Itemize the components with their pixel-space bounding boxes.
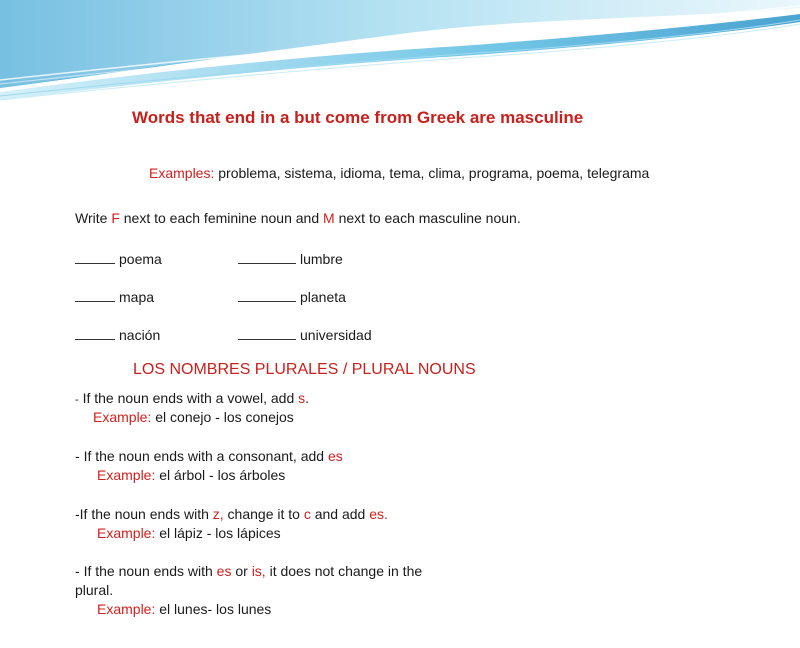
exercise-word: planeta <box>300 289 346 305</box>
examples-words: problema, sistema, idioma, tema, clima, programa, poema, telegrama <box>218 165 650 181</box>
rule-line <box>75 563 422 580</box>
exercise-item <box>75 327 160 344</box>
rule-text: change it to <box>227 506 300 522</box>
rule-highlight: es <box>216 563 232 579</box>
exercise-item <box>238 327 372 344</box>
exercise-word: poema <box>119 251 162 267</box>
example-text: el conejo - los conejos <box>155 409 294 425</box>
examples-label: Examples: <box>149 165 215 181</box>
instruction-line <box>75 210 521 227</box>
rule-highlight: es. <box>369 506 388 522</box>
exercise-item <box>238 289 346 306</box>
decorative-wave-banner <box>0 0 800 110</box>
rule-text: If the noun ends with <box>79 506 209 522</box>
instruction-m-letter: M <box>323 210 335 226</box>
example-text: el lunes- los lunes <box>159 601 272 617</box>
page-title: Words that end in a but come from Greek are masculine <box>132 108 584 127</box>
rule-highlight: z, <box>212 506 224 522</box>
answer-blank[interactable] <box>238 327 296 340</box>
rule-line <box>75 448 343 465</box>
rule-dash: - <box>75 394 79 406</box>
answer-blank[interactable] <box>75 251 115 264</box>
rule-highlight: c <box>303 506 311 522</box>
rule-text: If the noun ends with a consonant, add <box>83 448 325 464</box>
answer-blank[interactable] <box>238 289 296 302</box>
rule-dash: - <box>75 506 80 522</box>
instruction-part1: Write <box>75 210 108 226</box>
instruction-part3: next to each masculine noun. <box>338 210 521 226</box>
answer-blank[interactable] <box>238 251 296 264</box>
exercise-item <box>75 251 162 268</box>
answer-blank[interactable] <box>75 289 115 302</box>
example-label: Example: <box>97 467 156 483</box>
answer-blank[interactable] <box>75 327 115 340</box>
rule-highlight: es <box>327 448 343 464</box>
examples-line <box>149 165 649 182</box>
exercise-word: lumbre <box>300 251 343 267</box>
exercise-item <box>75 289 154 306</box>
rule-example <box>97 525 281 542</box>
example-text: el lápiz - los lápices <box>159 525 281 541</box>
rule-text: it does not change in the <box>269 563 423 579</box>
rule-line <box>75 506 388 523</box>
rule-dash: - <box>75 563 80 579</box>
example-label: Example: <box>97 525 156 541</box>
rule-example <box>97 467 285 484</box>
rule-example <box>97 601 271 618</box>
exercise-word: nación <box>119 327 161 343</box>
example-label: Example: <box>97 601 156 617</box>
rule-highlight: is, <box>251 563 266 579</box>
rule-example <box>93 409 294 426</box>
section-title: LOS NOMBRES PLURALES / PLURAL NOUNS <box>133 361 476 378</box>
rule-text: If the noun ends with a vowel, add <box>82 390 295 406</box>
rule-text: or <box>235 563 248 579</box>
exercise-word: universidad <box>300 327 372 343</box>
exercise-item <box>238 251 343 268</box>
example-text: el árbol - los árboles <box>159 467 286 483</box>
rule-line <box>75 390 309 409</box>
exercise-word: mapa <box>119 289 155 305</box>
example-label: Example: <box>93 409 152 425</box>
instruction-part2: next to each feminine noun and <box>123 210 320 226</box>
rule-text: . <box>305 390 310 406</box>
rule-text: and add <box>314 506 366 522</box>
rule-highlight: s <box>298 390 306 406</box>
rule-text: If the noun ends with <box>83 563 213 579</box>
instruction-f-letter: F <box>111 210 120 226</box>
rule-dash: - <box>75 448 80 464</box>
rule-line-continued: plural. <box>75 582 114 598</box>
